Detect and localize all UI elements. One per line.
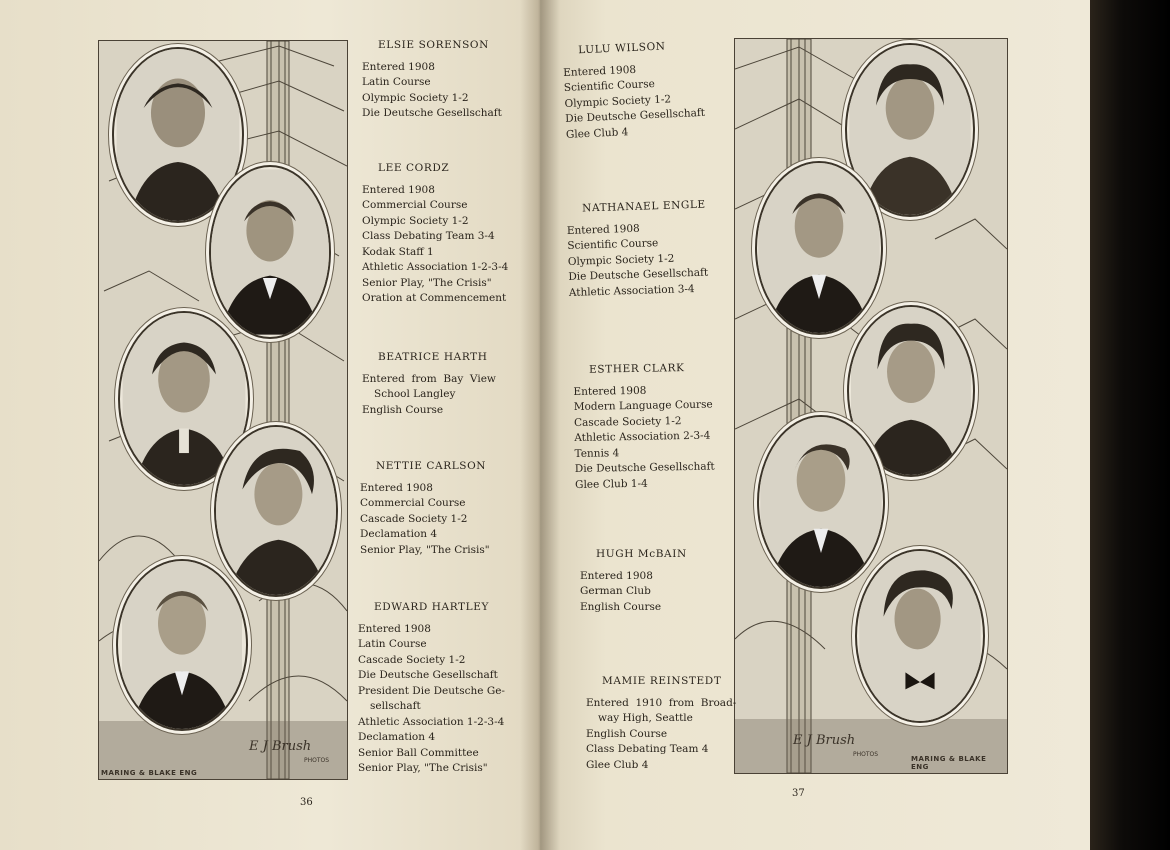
entry-line: Olympic Society 1-2 [564,92,672,110]
entry-nettie-carlson [360,459,490,558]
entry-line: Glee Club 1-4 [575,477,648,491]
entry-line: Cascade Society 1-2 [573,414,682,429]
entry-line: Athletic Association 3-4 [568,282,695,299]
entry-line: English Course [362,403,444,416]
entry-line: Latin Course [358,638,427,650]
entry-line: Senior Play, "The Crisis" [362,276,492,289]
page-number-left: 36 [300,797,313,808]
entry-line: Entered 1908 [566,222,640,237]
entry-line: Entered 1908 [562,63,637,79]
entry-line: Athletic Association 1-2-3-4 [362,261,509,273]
photographer-sub-right: PHOTOS [853,751,879,758]
book-gutter [520,0,560,850]
entry-line: Oration at Commencement [362,292,507,304]
entry-line: Die Deutsche Gesellschaft [574,460,715,475]
entry-name: BEATRICE HARTH [378,351,488,363]
entry-elsie-sorenson [362,38,502,122]
entry-line: sellschaft [370,700,421,712]
entry-line: Olympic Society 1-2 [567,252,675,268]
entry-name: NETTIE CARLSON [376,460,487,472]
left-portrait-panel [98,40,348,780]
entry-line: Declamation 4 [360,528,438,540]
entry-line: Cascade Society 1-2 [358,653,466,666]
entry-line: Entered 1908 [362,183,435,196]
entry-line: Die Deutsche Gesellschaft [568,266,709,283]
entry-line: Entered 1910 from Broad- [586,696,737,709]
entry-line: way High, Seattle [598,712,693,724]
entry-line: Class Debating Team 3-4 [362,230,495,242]
photographer-sub-left: PHOTOS [304,757,330,764]
entry-beatrice-harth [362,350,496,418]
right-portrait-panel [734,38,1008,774]
entry-line: Tennis 4 [574,446,620,460]
entry-name: ELSIE SORENSON [378,39,489,51]
entry-name: LEE CORDZ [378,162,450,174]
entry-line: Senior Play, "The Crisis" [358,762,488,774]
entry-line: Senior Play, "The Crisis" [360,543,490,556]
engraver-credit-left: MARING & BLAKE ENG [101,769,198,777]
entry-lulu-wilson [562,38,706,143]
entry-name: ESTHER CLARK [589,362,685,376]
photographer-signature-left: E J Brush [249,739,312,754]
entry-nathanael-engle [566,198,709,301]
entry-line: Scientific Course [563,77,656,94]
entry-line: English Course [580,600,662,613]
entry-esther-clark [573,361,715,493]
entry-line: Olympic Society 1-2 [362,214,469,227]
entry-line: Modern Language Course [573,398,713,413]
book-edge-shadow [1090,0,1170,850]
entry-line: English Course [586,727,668,740]
entry-mamie-reinstedt [586,674,736,773]
entry-line: Die Deutsche Gesellschaft [362,107,502,119]
entry-line: Entered 1908 [362,60,435,73]
entry-name: NATHANAEL ENGLE [582,198,706,215]
entry-line: Entered 1908 [580,569,653,582]
entry-line: Athletic Association 2-3-4 [574,429,711,444]
engraver-credit-right: MARING & BLAKE ENG [911,755,987,771]
entry-line: Class Debating Team 4 [586,743,709,755]
entry-line: Commercial Course [360,497,466,509]
entry-line: Olympic Society 1-2 [362,91,469,104]
entry-line: Glee Club 4 [565,125,629,141]
page-number-right: 37 [792,788,805,799]
entry-line: School Langley [374,388,456,400]
entry-line: Glee Club 4 [586,758,649,771]
entry-line: Athletic Association 1-2-3-4 [358,715,505,728]
entry-line: Latin Course [362,76,431,88]
portrait-mamie-reinstedt [855,549,985,723]
entry-line: German Club [580,585,651,597]
entry-line: Entered 1908 [358,622,431,635]
portrait-edward-hartley [116,559,248,731]
entry-line: Cascade Society 1-2 [360,512,468,525]
entry-line: Declamation 4 [358,731,436,743]
entry-line: President Die Deutsche Ge- [358,684,505,697]
entry-name: EDWARD HARTLEY [374,601,490,613]
entry-line: Entered 1908 [360,481,433,494]
entry-line: Kodak Staff 1 [362,245,434,258]
photographer-signature-right: E J Brush [793,733,856,748]
entry-lee-cordz [362,161,508,307]
entry-name: LULU WILSON [578,40,666,57]
entry-name: HUGH McBAIN [596,548,687,560]
entry-line: Die Deutsche Gesellschaft [565,106,706,125]
entry-line: Entered 1908 [573,384,647,398]
entry-name: MAMIE REINSTEDT [602,675,722,687]
entry-line: Entered from Bay View [362,372,496,385]
entry-line: Die Deutsche Gesellschaft [358,669,498,681]
entry-line: Commercial Course [362,199,468,211]
entry-edward-hartley [358,600,505,777]
entry-hugh-mcbain [580,547,687,615]
entry-line: Scientific Course [567,237,659,252]
entry-line: Senior Ball Committee [358,746,479,759]
